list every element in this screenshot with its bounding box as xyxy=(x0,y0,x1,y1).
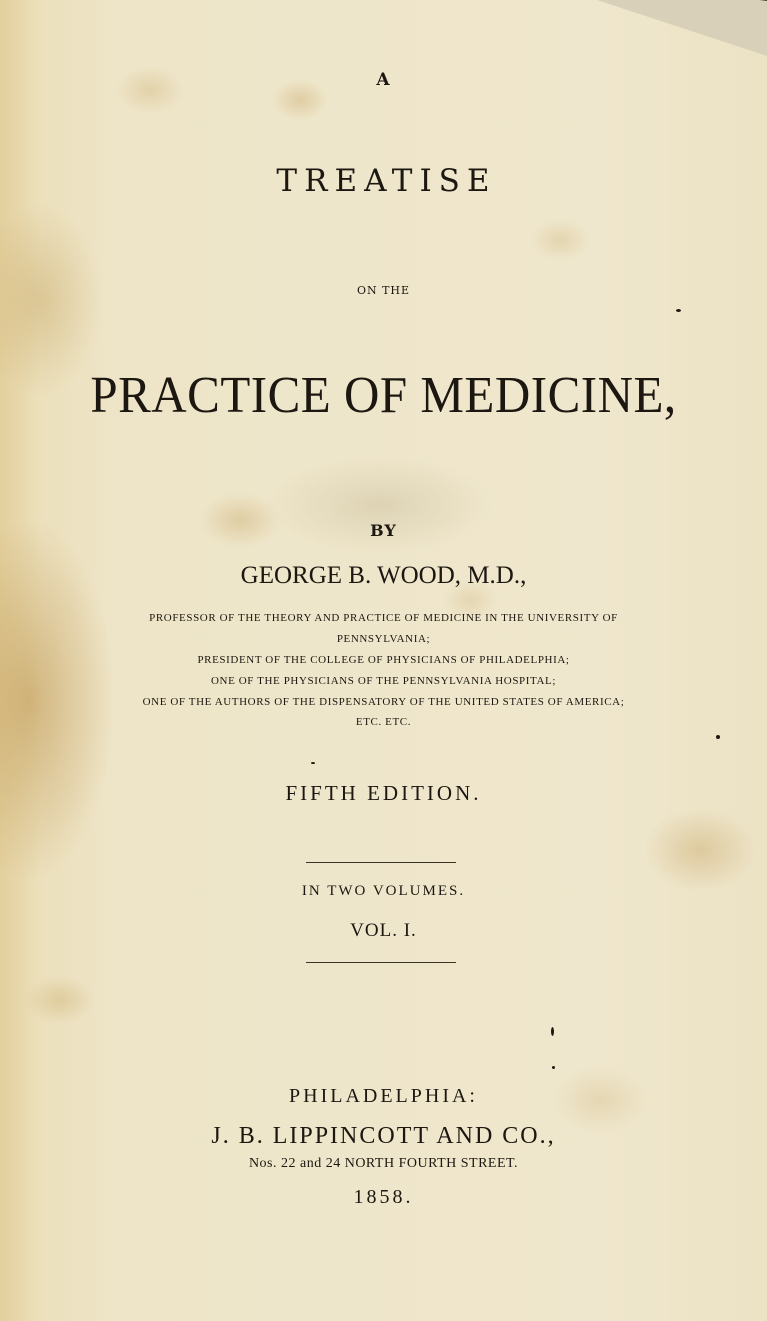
publication-year: 1858. xyxy=(353,1186,414,1208)
volume-count: IN TWO VOLUMES. xyxy=(301,883,466,899)
ink-speck xyxy=(552,1066,555,1069)
ink-speck xyxy=(311,762,315,764)
title-article: A xyxy=(376,70,391,90)
volume-number: VOL. I. xyxy=(350,920,417,941)
credential-line: PENNSYLVANIA; xyxy=(336,633,431,645)
byline-label: BY xyxy=(370,521,397,540)
credential-line: PROFESSOR OF THE THEORY AND PRACTICE OF MEDICINE IN THE UNIVERSITY OF xyxy=(149,612,618,624)
publisher-address: Nos. 22 and 24 NORTH FOURTH STREET. xyxy=(248,1156,519,1171)
title-line-treatise: TREATISE xyxy=(276,163,497,199)
title-main: PRACTICE OF MEDICINE, xyxy=(90,365,677,424)
publisher-name: J. B. LIPPINCOTT AND CO., xyxy=(211,1123,556,1149)
edition: FIFTH EDITION. xyxy=(285,781,482,805)
credential-line: PRESIDENT OF THE COLLEGE OF PHYSICIANS OF PHILADELPHIA; xyxy=(197,654,570,666)
author-name: GEORGE B. WOOD, M.D., xyxy=(240,562,527,589)
title-connector: ON THE xyxy=(356,284,411,297)
folded-corner xyxy=(597,0,767,56)
ink-speck xyxy=(716,735,720,739)
credential-line: ONE OF THE PHYSICIANS OF THE PENNSYLVANIA HOSPITAL; xyxy=(211,675,556,687)
divider-rule xyxy=(306,962,456,963)
credential-line: ONE OF THE AUTHORS OF THE DISPENSATORY OF THE UNITED STATES OF AMERICA; xyxy=(142,696,625,708)
publication-city: PHILADELPHIA: xyxy=(289,1085,478,1107)
credential-line: ETC. ETC. xyxy=(355,716,412,728)
ink-speck xyxy=(676,309,681,312)
divider-rule xyxy=(306,862,456,863)
ink-speck xyxy=(551,1027,554,1036)
